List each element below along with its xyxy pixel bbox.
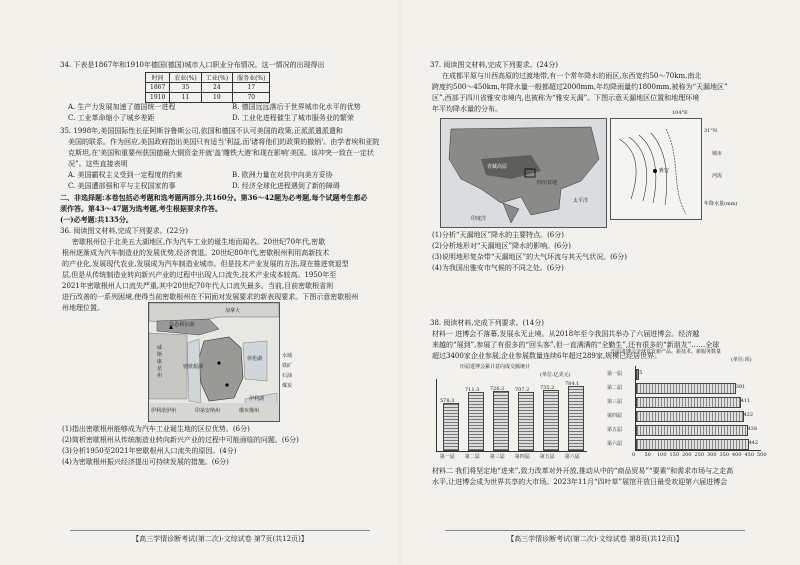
q38-material1-line3: 超过3400家企业参展,企业参展数量连续6年超过289家,规模已经居世界。 <box>432 352 662 360</box>
map-label-lake-erie: 伊利湖 <box>249 396 265 402</box>
precip-inset-map <box>610 118 702 220</box>
chart1-bar <box>493 391 509 451</box>
q36-passage-5: 2021年密歇根州人口流失严重,其中20世纪70年代人口流失最多。当前,目前密歇根省则 <box>62 282 334 290</box>
chart2-tick-label: 100 <box>657 452 667 458</box>
chart1-value-label: 784.1 <box>565 381 580 388</box>
chart2-value-label: 391 <box>735 383 746 390</box>
chart2-tick-label: 200 <box>682 452 692 458</box>
chart2-value-label: 5 <box>639 369 643 376</box>
q35-line1: 35. 1998年,美国国际性长征阿斯谷鲁斯公司,依国和德国不认可美国的政策,正派派遣派遣和 <box>60 127 343 135</box>
q35-option-b: B. 欧洲力量在对抗中向美方妥协 <box>232 171 333 179</box>
michigan-map <box>148 302 280 422</box>
chart2-category-label: 第四届 <box>607 412 623 419</box>
chart2-tick-label: 0 <box>632 452 636 458</box>
chart2-value-label: 442 <box>748 439 759 446</box>
chart1-value-label: 735.2 <box>540 385 555 392</box>
q36-passage-4: 层,但是从传统制造业转向新兴产业的过程中出现人口流失,技术产业成本较高。1950年至 <box>62 271 337 279</box>
q34-option-c: C. 工业革命缩小了城乡差距 <box>68 114 155 122</box>
inset-legend-city: 城市 <box>712 151 723 157</box>
th-agri: 农业(%) <box>170 73 201 83</box>
q38-material2-line1: 材料二 我们将坚定地“进来”,致力改革对外开放,推动从中的“商品贸易”“要素”和需求市场与之走高 <box>432 467 734 475</box>
chart1-bar <box>468 392 484 451</box>
q34-table <box>145 72 270 103</box>
chart1-category-label: 第三届 <box>489 454 505 460</box>
chart1-value-label: 707.2 <box>515 387 530 394</box>
page-7-footer: 【高三学情诊断考试(第二次)·文综试卷 第7页(共12页)】 <box>70 530 370 544</box>
chart2-tick-label: 500 <box>757 452 767 458</box>
chart2-tick-label: 150 <box>669 452 680 458</box>
cell: 35 <box>170 83 201 93</box>
chart1-title: 历届进博会累计意向成交额统计 <box>460 364 531 370</box>
asia-map <box>440 118 607 228</box>
inset-legend-river: 河流 <box>712 173 723 179</box>
q34-option-a: A. 生产力发展加速了德国统一进程 <box>68 103 176 111</box>
chart2-ticks <box>632 452 767 460</box>
legend-water: 水域 <box>282 353 293 359</box>
chart1-bar <box>568 386 584 451</box>
map-label-tibet: 青藏高原 <box>487 164 508 170</box>
th-time: 时间 <box>146 73 170 83</box>
q38-stem: 38. 阅读材料,完成下列要求。(14分) <box>430 319 544 327</box>
chart2-tick-label: 450 <box>744 452 755 458</box>
chart2-category-label: 第六届 <box>607 440 623 447</box>
q35-line2: 美国的联系。作为回应,美国政府指出美国只有适当'利益,而'诸将他们的政策的撤销'。由学者埃和亚院 <box>68 138 380 146</box>
q37-question-3: (3)说明地形复杂带“天漏地区”的大气环流与其天气状况。(6分) <box>432 253 627 261</box>
inset-label-yaan: 雅安 <box>659 168 670 174</box>
legend-iron: 铁矿 <box>282 363 293 369</box>
chart1-category-label: 第四届 <box>514 454 530 460</box>
chart1-category-label: 第六届 <box>564 454 580 460</box>
chart2-tick-label: 50 <box>644 452 651 458</box>
chart2-unit: (单位:项) <box>731 357 752 363</box>
chart1-bar <box>443 403 459 451</box>
chart1-value-label: 726.2 <box>490 385 505 392</box>
q36-passage-3: 的产业化,发展现代农业,发展成为汽车制造业城市。但是技术产业发展的方法,现在推进衰退型 <box>62 260 349 268</box>
chart2-category-label: 第五届 <box>607 426 623 433</box>
cell: 24 <box>201 83 232 93</box>
chart2-tick-label: 250 <box>694 452 705 458</box>
chart2-plot <box>635 366 761 451</box>
chart1-value-label: 578.3 <box>440 397 455 404</box>
chart2-category-label: 第一届 <box>607 370 623 377</box>
q35-option-c: C. 美国遭部强和平与主权国家的事 <box>68 182 176 190</box>
q36-passage-2: 根州逐渐成为汽车制造业的发展优势,经济衰退。20世纪80年代,密歇根州利用高新技术 <box>62 249 330 257</box>
map-label-lake-huron: 休伦湖 <box>247 356 263 362</box>
th-ind: 工业(%) <box>201 73 232 83</box>
map-label-indiana: 印第安纳州 <box>195 408 221 414</box>
chart2-area <box>605 348 765 463</box>
map-label-lake-superior: 苏必利尔湖 <box>169 322 195 328</box>
cell: 70 <box>233 93 270 103</box>
chart2-category-label: 第三届 <box>607 398 623 405</box>
q37-question-2: (2)分析地形对“天漏地区”降水的影响。(6分) <box>432 242 571 250</box>
chart1-area <box>430 363 590 463</box>
q38-material1-line2: 来越的“展到”,参展了有很多的“回头客”,但一直满满的“全勤生”,还有很多的“新朋友”……全球 <box>432 341 720 349</box>
chart2-tick-label: 300 <box>707 452 717 458</box>
chart2-category-label: 第二届 <box>607 384 623 391</box>
q35-option-d: D. 经济全球化进程遇到了新的障碍 <box>232 182 340 190</box>
map-label-indian-ocean: 印度洋 <box>471 216 487 222</box>
chart2-bar <box>636 397 741 408</box>
q37-question-4: (4)为我国出雅安市气候的不同之处。(6分) <box>432 264 564 272</box>
chart1-unit: (单位:亿美元) <box>540 372 571 378</box>
chart1-category-label: 第五届 <box>539 454 555 460</box>
q36-passage-6: 进行改善的一系列困境,使得当前密歇根州在不同面对发展要求的新表现要求。下图示意密歇根州 <box>62 293 359 301</box>
chart2-value-label: 438 <box>747 425 758 432</box>
cell: 11 <box>170 93 201 103</box>
page-8 <box>400 0 800 565</box>
chart2-tick-label: 400 <box>732 452 742 458</box>
cell: 1867 <box>146 83 170 93</box>
chart1-plot <box>436 379 587 452</box>
chart2-bar <box>636 425 748 436</box>
chart1-categories <box>436 453 586 461</box>
legend-oil: 石油 <box>282 373 293 379</box>
chart2-bar <box>636 383 736 394</box>
chart1-bar <box>543 390 559 451</box>
chart2-title: 历届进博会全球首发新产品、新技术、新服务数量 <box>611 349 722 355</box>
cell: 17 <box>233 83 270 93</box>
q37-passage-2: 跨度约500～450km,年降水量一般都超过2000mm,年均降雨量约1800mm,被称为“天漏地区” <box>432 83 728 91</box>
q37-question-1: (1)分析“天漏地区”降水的主要特点。(6分) <box>432 231 564 239</box>
q36-passage-1: 密歇根州位于北美五大湖地区,作为汽车工业的诞生地而闻名。20世纪70年代,密歇 <box>72 238 326 246</box>
chart1-bar <box>518 392 534 451</box>
chart1-value-label: 711.3 <box>465 387 480 394</box>
q36-question-2: (2)简析密歇根州从传统制造业转向新兴产业的过程中可能面临的问题。(6分) <box>62 436 299 444</box>
asia-map-svg <box>441 119 606 227</box>
chart2-tick-label: 350 <box>719 452 730 458</box>
chart2-bar <box>636 411 744 422</box>
chart1-category-label: 第二届 <box>464 454 480 460</box>
inset-label-104e: 104°E <box>672 110 688 116</box>
q36-passage-7: 州地理位置。 <box>62 304 104 312</box>
q36-question-3: (3)分析1950至2021年密歇根州人口流失的原因。(4分) <box>62 447 237 455</box>
cell: 1910 <box>146 93 170 103</box>
q37-passage-4: 年平均降水量的分布。 <box>432 105 502 113</box>
legend-coal: 煤炭 <box>282 383 293 389</box>
inset-legend-precip: 年降水量(mm) <box>704 201 738 207</box>
map-label-wisconsin: 威斯康星州 <box>157 345 163 379</box>
map-label-lake-michigan: 密歇根湖 <box>183 364 204 370</box>
chart2-categories <box>605 366 633 450</box>
page-8-footer: 【高三学情诊断考试(第二次)·文综试卷 第8页(共12页)】 <box>445 530 745 544</box>
q35-option-a: A. 美国霸权主义受到一定程度的约束 <box>68 171 183 179</box>
map-label-illinois: 伊利诺伊州 <box>151 408 177 414</box>
q34-option-d: D. 工业化进程催生了城市服务业的繁荣 <box>232 114 354 122</box>
chart2-value-label: 411 <box>740 397 751 404</box>
q34-stem: 34. 下表是1867年和1910年德国(德国)城市人口职业分布情况。这一情况的出现得出 <box>60 61 325 69</box>
q36-stem: 36. 阅读图文材料,完成下列要求。(22分) <box>60 227 188 235</box>
chart1-category-label: 第一届 <box>439 454 455 460</box>
chart2-bar <box>636 439 749 450</box>
section1-heading: (一)必考题:共135分。 <box>60 215 133 224</box>
q35-line4: 况”。这些直接表明 <box>68 160 128 168</box>
q37-passage-1: 在成都平原与川西高原的过渡地带,有一个常年降水的雨区,东西宽约50～70km,南北 <box>442 72 702 80</box>
th-serv: 服务业(%) <box>233 73 270 83</box>
q37-stem: 37. 阅读图文材料,完成下列要求。(24分) <box>430 61 558 69</box>
q38-material2-line2: 水平,让进博会成为世界共享的大市场。2023年11月“四叶草”展馆开放日最受欢迎第六届进博会 <box>432 478 728 486</box>
inset-label-31n: 31°N <box>704 128 718 134</box>
map-label-canada: 加拿大 <box>225 308 241 314</box>
q35-line3: 克斯坦,在'美国和重要州获国德最大铜资金并就'盖'雕铁大港'和现在影响'美国。该冲突一致在一定状 <box>68 149 374 157</box>
map-label-ohio: 俄亥俄州 <box>239 408 260 414</box>
cell: 19 <box>201 93 232 103</box>
q36-question-1: (1)指出密歇根州能够成为汽车工业诞生地的区位优势。(6分) <box>62 425 250 433</box>
part2-heading: 二、非选择题:本卷包括必考题和选考题两部分,共160分。第36～42题为必考题,每个试题考生都必须作答。第43～47题为选考题,考生根据要求作答。 <box>60 193 368 213</box>
map-label-sichuan: 四川盆地 <box>537 180 558 186</box>
map-label-pacific: 太平洋 <box>573 198 589 204</box>
chart2-value-label: 422 <box>743 411 754 418</box>
q34-option-b: B. 德国远远落后于世界城市化水平的优势 <box>232 103 361 111</box>
q38-material1-line1: 材料一 进博会不落幕,发展永无止境。从2018年至今我国共举办了六届进博会。经济越 <box>432 330 700 338</box>
q37-passage-3: 区”,西部于四川省雅安市境内,也被称为“雅安天漏”。下图示意天漏地区位置和地理环境 <box>432 94 700 102</box>
precip-inset-svg <box>611 119 701 219</box>
q36-question-4: (4)为密歇根州振兴经济提出可持续发展的措施。(6分) <box>62 458 229 466</box>
